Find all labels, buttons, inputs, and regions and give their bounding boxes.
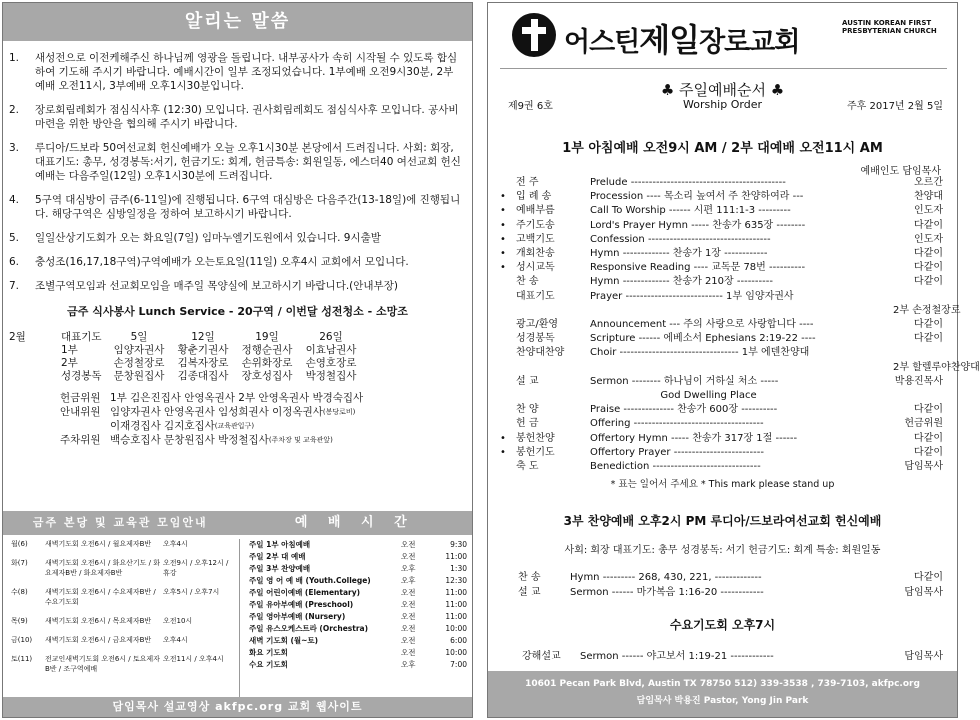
stand-note: * 표는 일어서 주세요 * This mark please stand up	[610, 479, 835, 491]
order-detail: Benediction ------------------------------	[590, 461, 761, 473]
order-detail: Choir --------------------------------- 1부 에덴찬양대	[590, 347, 810, 359]
service3-detail: Hymn --------- 268, 430, 221, -------------	[570, 572, 762, 584]
order-subtitle: Worship Order	[683, 98, 762, 111]
service3-leader: 담임목사	[904, 587, 943, 599]
service-name: 화요 기도회	[249, 648, 288, 657]
order-row	[500, 247, 957, 261]
order-detail: Responsive Reading ---- 교독문 78번 ----------	[590, 262, 806, 274]
order-item: 예배부름	[516, 205, 555, 217]
stand-bullet-icon: •	[500, 205, 506, 217]
order-detail: Call To Worship ------ 시편 111:1-3 ---------	[590, 205, 791, 217]
order-row	[500, 361, 980, 375]
order-item: 대표기도	[516, 290, 555, 302]
worship-leader: 예배인도 담임목사	[860, 166, 941, 177]
meeting-row	[11, 616, 236, 626]
order-row	[500, 204, 957, 218]
service-time-row	[249, 575, 467, 587]
notices-list	[3, 41, 472, 293]
service-time: 11:00	[445, 612, 467, 621]
meeting-day: 월(6)	[11, 540, 28, 548]
stand-bullet-icon: •	[500, 446, 506, 458]
service-time: 10:00	[445, 624, 467, 633]
stand-bullet-icon	[500, 176, 516, 190]
duty-cell: 손영호장로	[305, 357, 357, 369]
stand-bullet-icon: •	[500, 262, 506, 274]
schedule-title: 예 배 시 간	[294, 515, 415, 530]
order-leader: 다같이	[914, 319, 943, 331]
meeting-row	[11, 654, 236, 674]
stand-bullet-icon	[500, 332, 516, 346]
service-time-row	[249, 563, 467, 575]
service1-title: 1부 아침예배 오전9시 AM / 2부 대예배 오전11시 AM	[562, 141, 883, 156]
order-leader: 인도자	[914, 233, 943, 245]
meeting-row	[11, 587, 236, 607]
order-item	[516, 361, 590, 375]
notice-text: 5구역 대심방이 금주(6-11일)에 진행됩니다. 6구역 대심방은 다음주간(13-18일)에 진행됩니다. 해당구역은 심방일정을 정하여 보고하시기 바랍니다.	[35, 194, 461, 220]
stand-bullet-icon	[500, 304, 516, 318]
service3-row	[518, 570, 957, 585]
order-item: 봉헌찬양	[516, 432, 555, 444]
order-item: 입 례 송	[516, 191, 552, 203]
order-row	[500, 261, 957, 275]
order-row	[500, 446, 957, 460]
wednesday-title: 수요기도회 오후7시	[669, 618, 776, 633]
duty-cell: 성경봉독	[61, 370, 102, 382]
order-detail: Prayer --------------------------- 1부 임양자권사	[590, 290, 794, 302]
staff-note: (교육관입구)	[214, 422, 255, 430]
order-item: 성경봉독	[516, 333, 555, 345]
service-time-row	[249, 623, 467, 635]
order-row	[500, 460, 957, 474]
church-name-big: 제일	[639, 21, 700, 59]
service-period: 오전	[401, 636, 416, 645]
stand-bullet-icon	[500, 318, 516, 332]
order-heading	[488, 65, 957, 121]
notice-number: 1.	[9, 52, 20, 64]
order-leader	[893, 290, 957, 304]
meeting-day: 수(8)	[11, 588, 28, 596]
order-row	[500, 346, 957, 360]
order-leader: 인도자	[914, 205, 943, 217]
order-item: 주기도송	[516, 219, 555, 231]
order-detail: Announcement --- 주의 사랑으로 사랑합니다 ----	[590, 319, 814, 331]
staff-label	[60, 419, 110, 433]
cross-logo-icon	[512, 13, 556, 57]
stand-bullet-icon: •	[500, 191, 506, 203]
announcements-title: 알리는 말씀	[3, 3, 472, 41]
staff-label: 안내위원	[60, 406, 101, 418]
stand-bullet-icon: •	[500, 432, 506, 444]
order-detail	[590, 361, 893, 375]
order-item: 헌 금	[516, 418, 539, 430]
service-time-row	[249, 647, 467, 659]
meeting-items: 새벽기도회 오전6시 / 목요제자B반	[45, 617, 152, 625]
notice-item	[9, 255, 462, 269]
order-item: 개회찬송	[516, 248, 555, 260]
service-period: 오후	[401, 564, 416, 573]
service3-detail: Sermon ------ 마가복음 1:16-20 ------------	[570, 587, 764, 599]
order-leader	[893, 346, 957, 360]
service3-roles: 사회: 회장 대표기도: 총무 성경봉독: 서기 헌금기도: 회계 특송: 회원일동	[564, 545, 881, 557]
order-leader: 다같이	[914, 404, 943, 416]
duty-row	[9, 357, 472, 370]
column-divider	[239, 539, 240, 699]
service-period: 오전	[401, 624, 416, 633]
church-name-post: 장로교회	[699, 27, 800, 58]
service-time-row	[249, 611, 467, 623]
order-leader: 다같이	[914, 248, 943, 260]
meeting-times: 오전10시	[163, 617, 193, 625]
order-row	[500, 190, 957, 204]
service3-item: 찬 송	[518, 572, 541, 584]
church-english-name: AUSTIN KOREAN FIRST PRESBYTERIAN CHURCH	[842, 19, 937, 35]
meeting-day: 금(10)	[11, 636, 33, 644]
order-row	[500, 332, 957, 346]
meeting-row	[11, 635, 236, 645]
order-title: ♣ 주일예배순서 ♣	[660, 81, 785, 99]
order-row	[500, 375, 957, 389]
worship-order-list	[488, 176, 980, 474]
service-time: 9:30	[450, 540, 467, 549]
duty-header-cell: 대표기도	[61, 331, 102, 343]
notice-text: 일일산상기도회가 오는 화요일(7일) 임마누엘기도원에서 있습니다. 9시출발	[35, 232, 381, 244]
service-time: 11:00	[445, 588, 467, 597]
stand-bullet-icon	[500, 346, 516, 360]
service3-order	[488, 570, 957, 600]
website-footer[interactable]: 담임목사 설교영상 akfpc.org 교회 웹사이트	[3, 697, 472, 717]
order-row	[500, 176, 957, 190]
service-time-row	[249, 659, 467, 671]
duty-cell: 임양자권사	[113, 344, 165, 356]
duty-cell: 정행순권사	[241, 344, 293, 356]
order-leader: 2부 할렐루야찬양대	[893, 361, 980, 373]
meeting-row	[11, 558, 236, 578]
order-detail: Offering ------------------------------------	[590, 418, 764, 430]
stand-bullet-icon	[500, 460, 516, 474]
stand-bullet-icon: •	[500, 248, 506, 260]
order-item: 고백기도	[516, 233, 555, 245]
notice-number: 5.	[9, 232, 20, 244]
meeting-day: 화(7)	[11, 559, 28, 567]
meeting-items: 새벽기도회 오전6시 / 화요산기도 / 화요제자B반 / 화요제자B반	[45, 559, 160, 577]
service-period: 오전	[401, 588, 416, 597]
service-name: 주일 어린이예배 (Elementary)	[249, 588, 361, 597]
order-subline: God Dwelling Place	[660, 390, 757, 402]
announcements-page	[2, 2, 473, 718]
order-detail: Hymn ------------- 찬송가 210장 ----------	[590, 276, 773, 288]
notice-item	[9, 193, 462, 221]
order-leader: 다같이	[914, 333, 943, 345]
order-leader: 다같이	[914, 262, 943, 274]
staff-value: 백승호집사 문창원집사 박정철집사	[110, 434, 269, 446]
worship-order-page	[487, 2, 980, 718]
staff-value: 이재경집사 김지호집사	[110, 420, 215, 432]
duty-cell	[9, 370, 61, 383]
order-detail: Offertory Hymn ----- 찬송가 317장 1절 ------	[590, 432, 798, 444]
staff-label: 주차위원	[60, 434, 101, 446]
service-time: 6:00	[450, 636, 467, 645]
duty-cell: 김종대집사	[177, 370, 229, 382]
order-detail: Confession ----------------------------------	[590, 233, 771, 245]
service-name: 주일 유스오케스트라 (Orchestra)	[249, 624, 369, 633]
staff-value: 임양자권사 안영옥권사 임성희권사 이정옥권사	[110, 406, 323, 418]
order-detail: Scripture ------ 에베소서 Ephesians 2:19-22 ----	[590, 333, 816, 345]
order-item: 찬 송	[516, 276, 539, 288]
duty-header-cell: 26일	[319, 331, 343, 343]
stand-bullet-icon: •	[500, 233, 506, 245]
service-name: 주일 2부 대 예배	[249, 552, 306, 561]
order-row	[500, 389, 957, 403]
order-item: 설 교	[516, 375, 539, 387]
service-period: 오전	[401, 648, 416, 657]
notice-number: 2.	[9, 104, 20, 116]
service-time-row	[249, 635, 467, 647]
order-leader: 박용진목사	[894, 375, 943, 387]
service-period: 오전	[401, 612, 416, 621]
notice-text: 장로회림레회가 점심식사후 (12:30) 모입니다. 권사회림레회도 점심식사후 모입니다. 공사비마련을 위한 방안을 협의해 주시기 바랍니다.	[35, 104, 459, 130]
service-name: 수요 기도회	[249, 660, 288, 669]
service-time-row	[249, 587, 467, 599]
footer-pastor: 담임목사 박용진 Pastor, Yong Jin Park	[636, 696, 809, 706]
order-detail: Offertory Prayer -------------------------	[590, 446, 764, 458]
notice-item	[9, 141, 462, 183]
stand-bullet-icon	[500, 361, 516, 375]
staff-row	[60, 405, 472, 419]
service-time: 10:00	[445, 648, 467, 657]
staff-label: 헌금위원	[60, 392, 101, 404]
wed-leader: 담임목사	[904, 651, 943, 663]
order-leader: 오르간	[914, 177, 943, 188]
stand-bullet-icon	[500, 290, 516, 304]
notice-number: 4.	[9, 194, 20, 206]
duty-cell: 장호성집사	[241, 370, 293, 382]
meeting-day: 토(11)	[11, 655, 33, 663]
meeting-row	[11, 539, 236, 549]
duty-cell: 문창원집사	[113, 370, 165, 382]
notice-text: 새성전으로 이전케해주신 하나님께 영광을 돌립니다. 내부공사가 속히 시작될 수 있도록 합심하여 기도해 주시기 바랍니다. 예배시간이 일부 조정되었습니다. 1부예배 오전9시30분, 2부예배 오전11시, 3부예배 오후1시30분입니다.	[35, 52, 458, 92]
order-leader: 담임목사	[904, 461, 943, 473]
order-leader: 다같이	[914, 432, 943, 444]
service-name: 새벽 기도회 (월~토)	[249, 636, 319, 645]
service3-item: 설 교	[518, 587, 541, 599]
service-time-row	[249, 551, 467, 563]
service-name: 주일 영아부예배 (Nursery)	[249, 612, 346, 621]
staff-row	[60, 419, 472, 433]
duty-cell: 1부	[61, 344, 78, 356]
duty-header-cell: 12일	[191, 331, 215, 343]
service-name: 주일 영 어 예 배 (Youth.College)	[249, 576, 371, 585]
meeting-times: 오후5시 / 오후7시	[163, 588, 220, 596]
service-times	[249, 539, 467, 671]
notice-number: 7.	[9, 280, 20, 292]
staff-row	[60, 391, 472, 405]
stand-bullet-icon	[500, 375, 516, 389]
order-leader: 헌금위원	[904, 418, 943, 430]
service-time: 12:30	[445, 576, 467, 585]
duty-header-cell: 5일	[130, 331, 148, 343]
order-detail: Procession ---- 목소리 높여서 주 찬양하여라 ---	[590, 191, 804, 203]
service-time-row	[249, 599, 467, 611]
order-leader: 다같이	[914, 446, 943, 458]
service-period: 오전	[401, 540, 416, 549]
meetings-title: 금주 본당 및 교육관 모임안내	[32, 516, 208, 529]
staff-value: 1부 김은진집사 안영옥권사 2부 안영옥권사 박경숙집사	[110, 392, 364, 404]
duty-cell	[9, 344, 61, 357]
order-item: 찬 양	[516, 404, 539, 416]
footer-address: 10601 Pecan Park Blvd, Austin TX 78750 512) 339-3538 , 739-7103, akfpc.org	[525, 679, 920, 689]
duty-cell: 손위화장로	[241, 357, 293, 369]
meeting-items: 새벽기도회 오전6시 / 금요제자B반	[45, 636, 152, 644]
order-row	[500, 318, 957, 332]
order-detail: Prelude -------------------------------------------	[590, 177, 786, 188]
duty-row	[9, 344, 472, 357]
staff-note: (봉당로비)	[322, 408, 356, 416]
duty-header-row	[9, 331, 472, 344]
staff-row	[60, 433, 472, 447]
order-row	[500, 432, 957, 446]
meeting-times: 오전9시 / 오후12시 / 휴강	[163, 559, 229, 577]
duty-cell: 김복자장로	[177, 357, 229, 369]
staff-note: (주차장 및 교육관앞)	[268, 436, 333, 444]
order-row	[500, 403, 957, 417]
order-leader: 다같이	[914, 276, 943, 288]
service-name: 주일 유아부예배 (Preschool)	[249, 600, 354, 609]
schedule-header-bar	[3, 511, 472, 535]
service-name: 주일 1부 아침예배	[249, 540, 311, 549]
service-period: 오후	[401, 660, 416, 669]
wed-item: 강해설교	[522, 651, 561, 663]
order-leader: 다같이	[914, 219, 943, 231]
duty-table	[3, 331, 472, 383]
order-item: 전 주	[516, 177, 539, 188]
notice-text: 조별구역모임과 선교회모임을 매주일 목양실에 보고하시기 바랍니다.(안내부장)	[35, 280, 398, 292]
order-detail: Sermon -------- 하나님이 거하실 처소 -----	[590, 375, 779, 387]
service-time: 11:00	[445, 600, 467, 609]
order-item: 광고/환영	[516, 319, 559, 331]
notice-text: 루디아/드보라 50여선교회 헌신예배가 오늘 오후1시30분 본당에서 드려집니다. 사회: 회장, 대표기도: 총무, 성경봉독:서기, 헌금기도: 회계, 헌금특송: 회원일동, 에스더40 여선교회 헌신예배는 다음주일(12일) 오후1시30분에 드려집니다.	[35, 142, 461, 182]
service-period: 오전	[401, 552, 416, 561]
church-name	[564, 15, 799, 61]
service-time: 7:00	[450, 660, 467, 669]
meeting-items: 전교인새벽기도회 오전6시 / 토요제자B반 / 조구역예배	[45, 655, 160, 673]
meeting-items: 새벽기도회 오전6시 / 수요제자B반 / 수요기도회	[45, 588, 156, 606]
stand-bullet-icon	[500, 275, 516, 289]
service3-title: 3부 찬양예배 오후2시 PM 루디아/드보라여선교회 헌신예배	[563, 514, 882, 529]
stand-bullet-icon	[500, 417, 516, 431]
meeting-times: 오전11시 / 오후4시	[163, 655, 224, 663]
duty-cell: 황춘기권사	[177, 344, 229, 356]
wednesday-row	[488, 647, 957, 662]
duty-cell: 손정철장로	[113, 357, 165, 369]
order-leader: 찬양대	[914, 191, 943, 203]
service-period: 오후	[401, 576, 416, 585]
stand-bullet-icon	[500, 403, 516, 417]
duty-cell: 박정철집사	[305, 370, 357, 382]
order-leader: 2부 손정철장로	[893, 304, 961, 316]
order-row	[500, 275, 957, 289]
meetings-list	[11, 539, 236, 683]
meeting-times: 오후4시	[163, 540, 188, 548]
notice-item	[9, 279, 462, 293]
duty-header-cell: 2월	[9, 331, 26, 343]
notice-item	[9, 51, 462, 93]
order-detail: Praise -------------- 찬송가 600장 ----------	[590, 404, 778, 416]
order-item: 찬양대찬양	[516, 347, 565, 359]
order-row	[500, 219, 957, 233]
order-row	[500, 290, 957, 304]
volume-number: 제9권 6호	[508, 101, 553, 112]
order-row	[500, 417, 957, 431]
order-item: 성시교독	[516, 262, 555, 274]
service-date: 주후 2017년 2월 5일	[846, 101, 943, 112]
order-item	[516, 304, 590, 318]
order-item: 봉헌기도	[516, 446, 555, 458]
duty-cell: 이효남권사	[305, 344, 357, 356]
notice-text: 충성조(16,17,18구역)구역예배가 오는토요일(11일) 오후4시 교회에서 모입니다.	[35, 256, 409, 268]
duty-cell: 2부	[61, 357, 78, 369]
church-footer	[488, 671, 957, 717]
order-detail: Hymn ------------- 찬송가 1장 ------------	[590, 248, 768, 260]
meeting-day: 목(9)	[11, 617, 28, 625]
lunch-service-title: 금주 식사봉사 Lunch Service - 20구역 / 이번달 성전청소 - 소망조	[67, 305, 408, 318]
order-detail	[590, 304, 893, 318]
duty-cell	[9, 357, 61, 370]
notice-item	[9, 103, 462, 131]
service3-leader: 다같이	[914, 572, 943, 584]
order-row	[500, 233, 957, 247]
church-header	[488, 3, 957, 65]
service-period: 오전	[401, 600, 416, 609]
service-time: 1:30	[450, 564, 467, 573]
service-name: 주일 3부 찬양예배	[249, 564, 311, 573]
service3-row	[518, 585, 957, 600]
wed-detail: Sermon ------ 야고보서 1:19-21 ------------	[580, 651, 774, 663]
notice-item	[9, 231, 462, 245]
notice-number: 3.	[9, 142, 20, 154]
church-name-pre: 어스틴	[564, 27, 640, 58]
meeting-items: 새벽기도회 오전6시 / 월요제자B반	[45, 540, 152, 548]
service-time: 11:00	[445, 552, 467, 561]
service-time-row	[249, 539, 467, 551]
notice-number: 6.	[9, 256, 20, 268]
duty-row	[9, 370, 472, 383]
duty-header-cell: 19일	[255, 331, 279, 343]
stand-bullet-icon: •	[500, 219, 506, 231]
order-detail: Lord's Prayer Hymn ----- 찬송가 635장 --------	[590, 219, 806, 231]
order-row	[500, 304, 961, 318]
meeting-times: 오후4시	[163, 636, 188, 644]
order-item: 축 도	[516, 461, 539, 473]
staff-list	[3, 391, 472, 447]
